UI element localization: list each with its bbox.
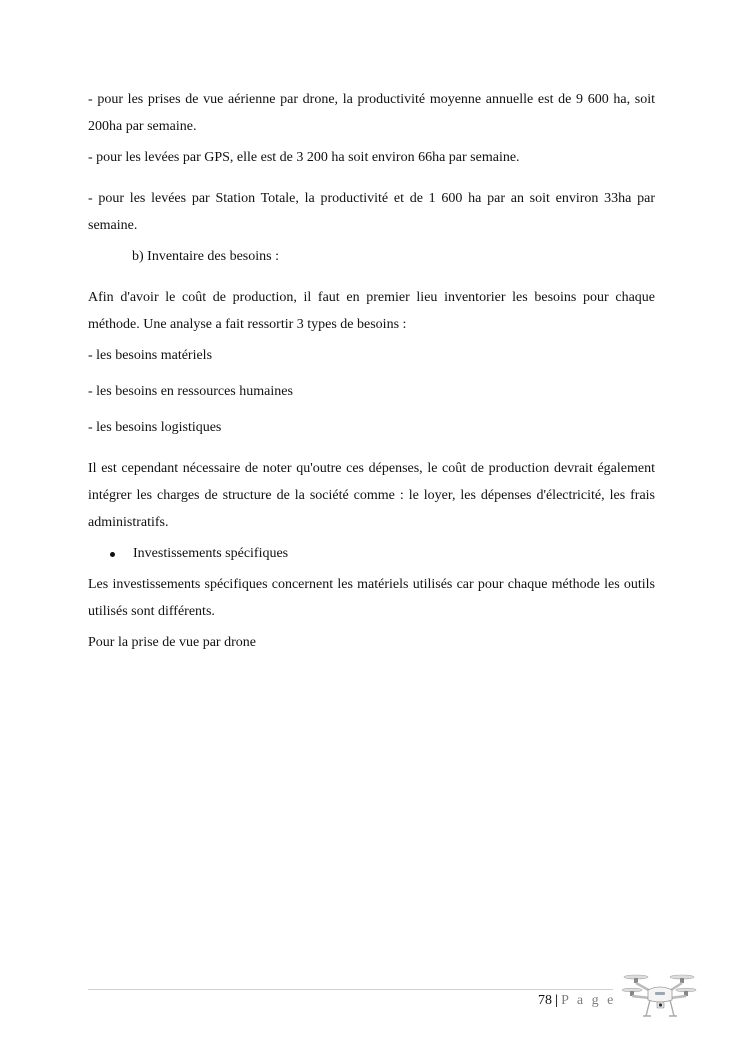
footer-separator: | [555, 993, 559, 1008]
page-label: P a g e [561, 993, 616, 1008]
bullet-investissements [88, 545, 655, 563]
list-item: - les besoins en ressources humaines [88, 384, 293, 399]
paragraph-drone-heading: Pour la prise de vue par drone [88, 635, 256, 650]
bullet-dot-icon [110, 552, 115, 557]
footer-divider [88, 989, 613, 990]
drone-icon [622, 968, 698, 1026]
page-footer [538, 992, 616, 1012]
list-item: - les besoins matériels [88, 348, 213, 363]
page-body [88, 86, 655, 670]
bullet-label: Investissements spécifiques [133, 546, 289, 561]
list-item: - les besoins logistiques [88, 420, 222, 435]
paragraph-besoins-intro: Afin d'avoir le coût de production, il faut en premier lieu inventorier les besoins pour chaque méthode. Une analyse a fait ressortir 3 types de besoins : [88, 290, 655, 332]
paragraph-station-productivity: - pour les levées par Station Totale, la productivité et de 1 600 ha par an soit environ 33ha par semaine. [88, 191, 655, 233]
paragraph-gps-productivity: - pour les levées par GPS, elle est de 3 200 ha soit environ 66ha par semaine. [88, 150, 520, 165]
page-number: 78 [538, 993, 552, 1008]
paragraph-investissements: Les investissements spécifiques concernent les matériels utilisés car pour chaque méthode les outils utilisés sont différents. [88, 577, 655, 619]
section-heading-besoins: b) Inventaire des besoins : [132, 249, 279, 264]
paragraph-structure-charges: Il est cependant nécessaire de noter qu'outre ces dépenses, le coût de production devrait également intégrer les charges de structure de la société comme : le loyer, les dépenses d'électricité, les frais administratifs. [88, 461, 655, 530]
paragraph-drone-productivity: - pour les prises de vue aérienne par drone, la productivité moyenne annuelle est de 9 600 ha, soit 200ha par semaine. [88, 92, 655, 134]
